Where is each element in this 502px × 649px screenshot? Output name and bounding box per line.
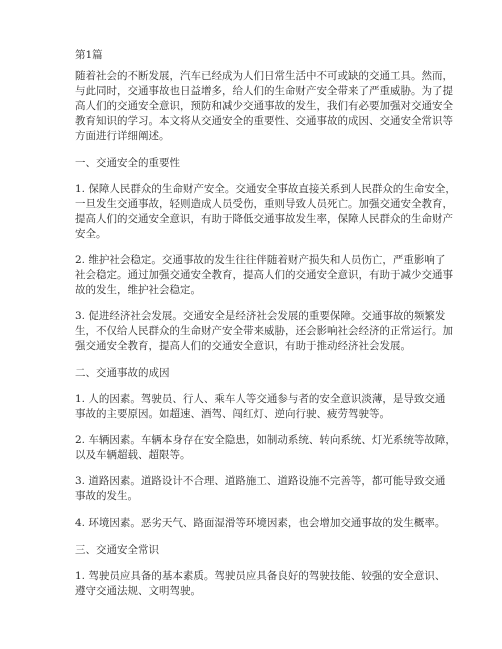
paragraph-line: 提高人们的交通安全意识，有助于降低交通事故发生率，保障人民群众的生命财产 [75, 213, 453, 225]
section-heading-1: 一、交通安全的重要性 [75, 157, 180, 169]
paragraph-line: 社会稳定。通过加强交通安全教育，提高人们的交通安全意识，有助于减少交通事 [75, 269, 453, 281]
intro-line-1: 随着社会的不断发展，汽车已经成为人们日常生活中不可或缺的交通工具。然而， [75, 70, 453, 82]
paragraph-line: 4. 环境因素。恶劣天气、路面湿滑等环境因素，也会增加交通事故的发生概率。 [75, 517, 446, 529]
paragraph-line: 事故的发生。 [75, 490, 138, 502]
doc-heading: 第1篇 [75, 49, 103, 61]
paragraph-line: 2. 维护社会稳定。交通事故的发生往往伴随着财产损失和人员伤亡，严重影响了 [75, 254, 446, 266]
intro-line-5: 方面进行详细阐述。 [75, 130, 170, 142]
paragraph-line: 1. 保障人民群众的生命财产安全。交通安全事故直接关系到人民群众的生命安全， [75, 183, 456, 195]
paragraph-line: 强交通安全教育，提高人们的交通安全意识，有助于推动经济社会发展。 [75, 340, 411, 352]
intro-line-3: 高人们的交通安全意识，预防和减少交通事故的发生，我们有必要加强对交通安全 [75, 100, 453, 112]
paragraph-line: 遵守交通法规、文明驾驶。 [75, 585, 201, 597]
paragraph-line: 事故的主要原因。如超速、酒驾、闯红灯、逆向行驶、疲劳驾驶等。 [75, 408, 390, 420]
paragraph-line: 1. 人的因素。驾驶员、行人、乘车人等交通参与者的安全意识淡薄，是导致交通 [75, 393, 446, 405]
paragraph-line: 生，不仅给人民群众的生命财产安全带来威胁，还会影响社会经济的正常运行。加 [75, 325, 453, 337]
paragraph-line: 1. 驾驶员应具备的基本素质。驾驶员应具备良好的驾驶技能、较强的安全意识、 [75, 570, 446, 582]
section-heading-2: 二、交通事故的成因 [75, 367, 170, 379]
paragraph-line: 3. 促进经济社会发展。交通安全是经济社会发展的重要保障。交通事故的频繁发 [75, 310, 446, 322]
intro-line-2: 与此同时，交通事故也日益增多，给人们的生命财产安全带来了严重威胁。为了提 [75, 85, 453, 97]
paragraph-line: 故的发生，维护社会稳定。 [75, 284, 201, 296]
intro-line-4: 教育知识的学习。本文将从交通安全的重要性、交通事故的成因、交通安全常识等 [75, 115, 453, 127]
paragraph-line: 以及车辆超载、超限等。 [75, 449, 191, 461]
paragraph-line: 2. 车辆因素。车辆本身存在安全隐患，如制动系统、转向系统、灯光系统等故障， [75, 434, 456, 446]
paragraph-line: 一旦发生交通事故，轻则造成人员受伤，重则导致人员死亡。加强交通安全教育， [75, 198, 453, 210]
paragraph-line: 安全。 [75, 228, 107, 240]
paragraph-line: 3. 道路因素。道路设计不合理、道路施工、道路设施不完善等，都可能导致交通 [75, 475, 446, 487]
section-heading-3: 三、交通安全常识 [75, 544, 159, 556]
